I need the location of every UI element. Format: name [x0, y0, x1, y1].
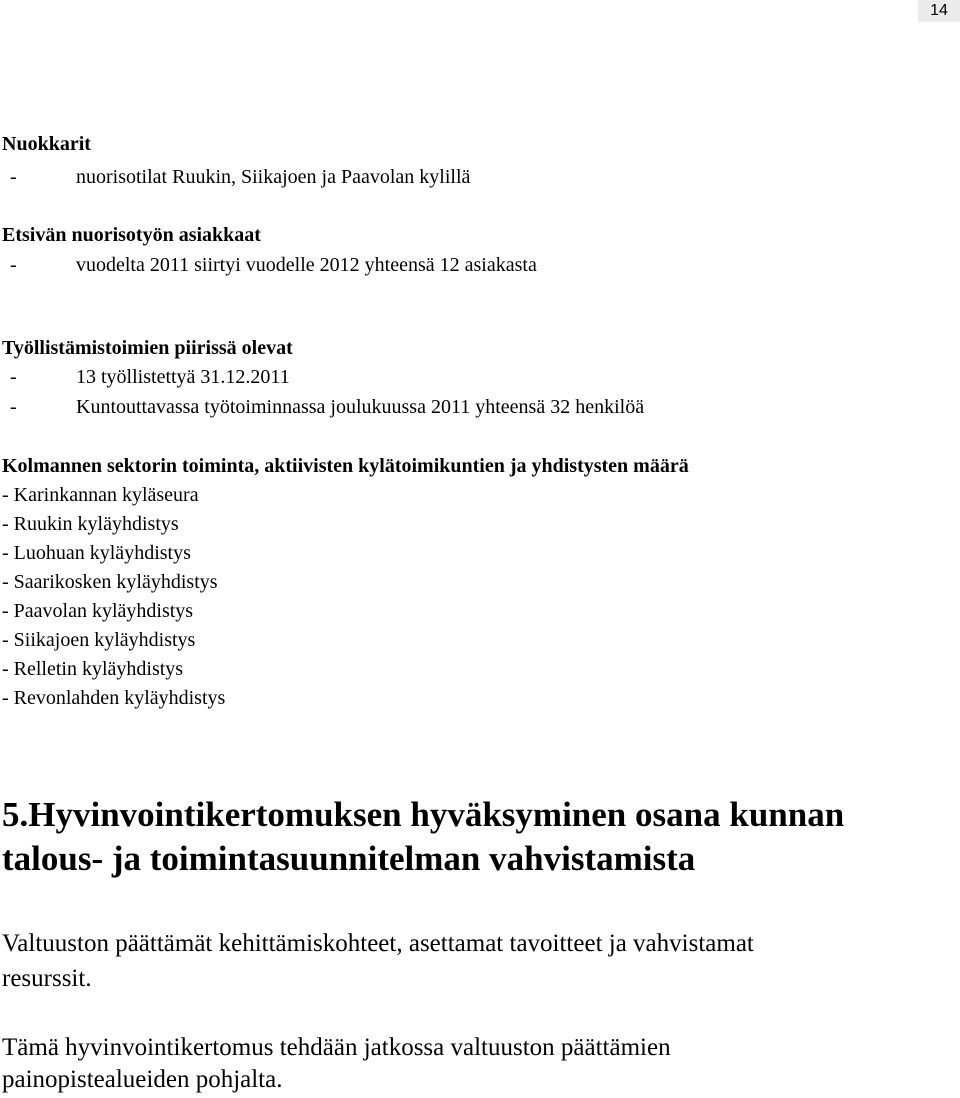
- list-item-text: vuodelta 2011 siirtyi vuodelle 2012 yhteensä 12 asiakasta: [76, 254, 537, 276]
- list-item: - Luohuan kyläyhdistys: [2, 542, 191, 564]
- list-item: - Karinkannan kyläseura: [2, 484, 199, 506]
- page-number: 14: [918, 0, 960, 22]
- dash: -: [10, 396, 17, 418]
- dash: -: [10, 366, 17, 388]
- list-item: - Siikajoen kyläyhdistys: [2, 629, 196, 651]
- list-item: - Ruukin kyläyhdistys: [2, 513, 179, 535]
- list-item: [2, 396, 644, 419]
- list-item: - Revonlahden kyläyhdistys: [2, 687, 226, 709]
- list-item: [2, 366, 290, 389]
- heading-nuokkarit: Nuokkarit: [2, 133, 91, 155]
- chapter-title-line-2: talous- ja toimintasuunnitelman vahvistamista: [2, 839, 696, 878]
- paragraph-2-line-1: Tämä hyvinvointikertomus tehdään jatkossa valtuuston päättämien: [2, 1034, 671, 1061]
- list-item: - Saarikosken kyläyhdistys: [2, 571, 218, 593]
- heading-tyollistamis: Työllistämistoimien piirissä olevat: [2, 337, 293, 359]
- paragraph-2-line-2: painopistealueiden pohjalta.: [2, 1066, 283, 1093]
- paragraph-1-line-2: resurssit.: [2, 965, 92, 992]
- list-item-text: Kuntouttavassa työtoiminnassa joulukuussa 2011 yhteensä 32 henkilöä: [76, 396, 645, 418]
- list-item: [2, 254, 537, 277]
- list-item: - Paavolan kyläyhdistys: [2, 600, 194, 622]
- dash: -: [10, 166, 17, 188]
- chapter-title-line-1: 5.Hyvinvointikertomuksen hyväksyminen osana kunnan: [2, 795, 845, 834]
- paragraph-1-line-1: Valtuuston päättämät kehittämiskohteet, asettamat tavoitteet ja vahvistamat: [2, 930, 754, 957]
- heading-kolmannen: Kolmannen sektorin toiminta, aktiivisten kylätoimikuntien ja yhdistysten määrä: [2, 455, 689, 477]
- list-item-text: 13 työllistettyä 31.12.2011: [76, 366, 290, 388]
- list-item: - Relletin kyläyhdistys: [2, 658, 184, 680]
- list-item: [2, 166, 470, 189]
- list-item-text: nuorisotilat Ruukin, Siikajoen ja Paavolan kylillä: [76, 166, 471, 188]
- heading-etsivan: Etsivän nuorisotyön asiakkaat: [2, 224, 261, 246]
- dash: -: [10, 254, 17, 276]
